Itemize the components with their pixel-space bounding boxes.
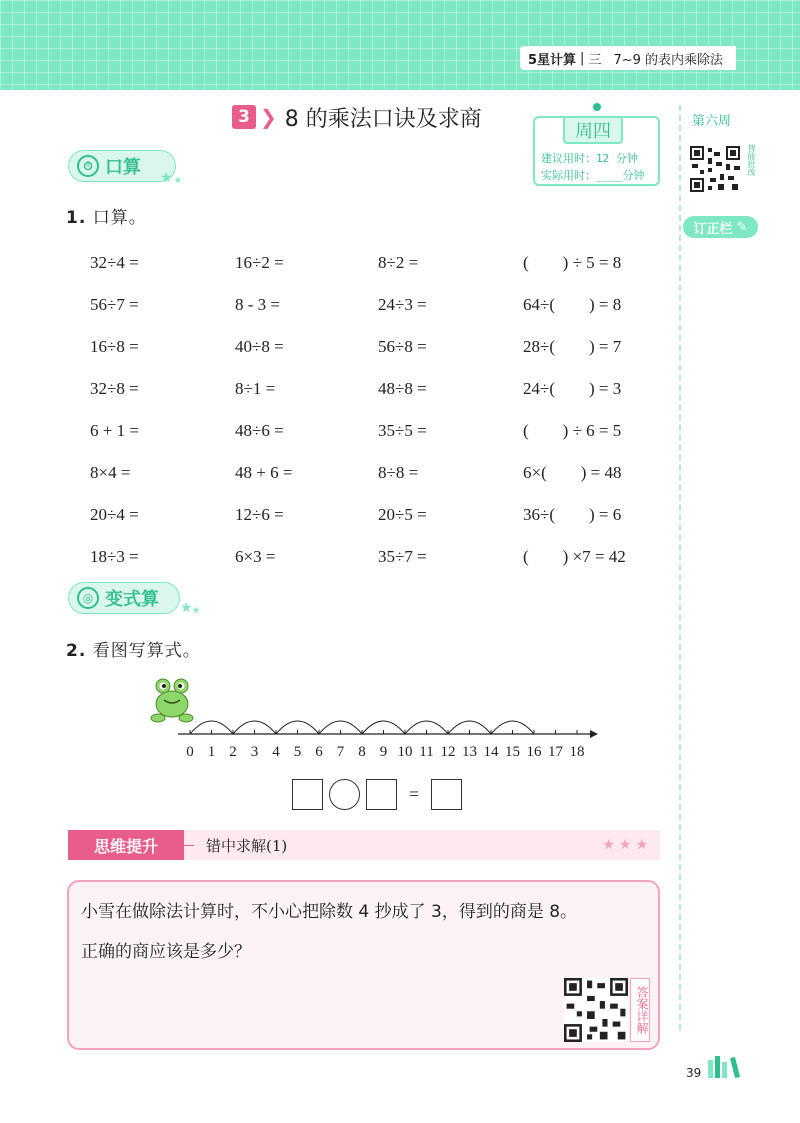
calc-item: ( ) ×7 = 42 [523, 547, 626, 566]
lesson-number: 3 [232, 105, 256, 129]
calc-item: 6 + 1 = [90, 421, 139, 440]
calc-item: 28÷( ) = 7 [523, 337, 622, 356]
week-label: 第六周 [692, 114, 732, 129]
calc-item: ( ) ÷ 5 = 8 [523, 253, 622, 272]
tick-label: 13 [462, 744, 477, 760]
header-band [0, 0, 800, 90]
calc-item: 48 + 6 = [235, 463, 293, 482]
lesson-title [232, 101, 482, 133]
number-line [150, 670, 600, 770]
calc-item: 40÷8 = [235, 337, 284, 356]
sidebar-divider [679, 105, 681, 1030]
tick-label: 5 [293, 744, 302, 760]
tick-label: 10 [397, 744, 413, 760]
thinking-subtitle: 错中求解(1) [206, 836, 288, 855]
lesson-title-text: 8 的乘法口诀及求商 [284, 106, 482, 132]
question-text: 看图写算式。 [92, 641, 201, 661]
unit-topic: 7~9 的表内乘除法 [613, 52, 724, 68]
tick-label: 7 [336, 744, 345, 760]
chevron-right-icon: ❯ [260, 105, 277, 129]
tick-label: 16 [526, 744, 542, 760]
calc-item: 16÷8 = [90, 337, 139, 356]
calc-item: 24÷( ) = 3 [523, 379, 622, 398]
star-icon: ★ [180, 600, 193, 616]
calc-item: 32÷4 = [90, 253, 139, 272]
unit-number: 三 [588, 52, 602, 68]
tick-label: 8 [358, 744, 366, 760]
tick-label: 2 [229, 744, 237, 760]
calc-item: 48÷8 = [378, 379, 427, 398]
series-name: 5星计算 [528, 52, 577, 68]
thinking-tag: 思维提升 [68, 830, 184, 860]
day-card [533, 116, 660, 186]
pencil-icon: ✎ [736, 219, 748, 235]
correction-tab[interactable] [683, 216, 758, 238]
qr-caption: 智能批改 [747, 144, 756, 176]
tick-label: 4 [272, 744, 280, 760]
question-text: 口算。 [92, 208, 147, 228]
calc-item: 24÷3 = [378, 295, 427, 314]
thinking-bar [68, 830, 660, 860]
calc-item: 16÷2 = [235, 253, 284, 272]
frog-icon [151, 679, 193, 722]
operator-circle[interactable] [329, 779, 360, 810]
calc-item: 8÷2 = [378, 253, 419, 272]
tick-label: 15 [505, 744, 520, 760]
tick-label: 3 [250, 744, 259, 760]
tick-label: 11 [419, 744, 434, 760]
question-number: 1. [66, 208, 87, 228]
difficulty-stars: ★★★ [602, 837, 652, 853]
problem-line-1: 小雪在做除法计算时，不小心把除数 4 抄成了 3，得到的商是 8。 [81, 902, 578, 922]
word-problem-box [67, 880, 660, 1050]
calc-item: 8 - 3 = [235, 295, 280, 314]
section-header-variant [68, 582, 180, 614]
calc-item: 56÷8 = [378, 337, 427, 356]
equals-sign: = [408, 784, 420, 804]
calc-item: 20÷5 = [378, 505, 427, 524]
tick-label: 18 [569, 744, 585, 760]
tick-label: 12 [440, 744, 456, 760]
answer-box[interactable] [292, 779, 323, 810]
question-number: 2. [66, 641, 87, 661]
star-icon: ★ [174, 176, 183, 186]
tick-label: 6 [315, 744, 323, 760]
header-tab [520, 46, 736, 70]
answer-box[interactable] [431, 779, 462, 810]
calc-item: 6×3 = [235, 547, 276, 566]
arrow-head-icon [590, 730, 598, 738]
suggested-time: 建议用时：12 分钟 [541, 152, 638, 165]
qr-caption: 答案详解 [630, 978, 650, 1042]
answer-box[interactable] [366, 779, 397, 810]
stopwatch-icon: ⏱ [77, 155, 99, 177]
tick-label: 9 [379, 744, 388, 760]
qr-code-icon[interactable] [564, 978, 628, 1042]
star-icon: ★ [160, 170, 173, 186]
calc-item: 48÷6 = [235, 421, 284, 440]
header-divider: | [580, 50, 585, 66]
page-number: 39 [686, 1066, 702, 1080]
connector-line [184, 845, 194, 846]
calc-item: 6×( ) = 48 [523, 463, 622, 482]
calc-item: 20÷4 = [90, 505, 139, 524]
correction-label: 订正栏 [693, 221, 733, 237]
day-name: 周四 [563, 116, 623, 144]
answer-template [292, 779, 462, 810]
actual-time: 实际用时：____分钟 [541, 169, 645, 182]
target-icon: ◎ [77, 587, 99, 609]
calc-item: 36÷( ) = 6 [523, 505, 622, 524]
calc-item: 12÷6 = [235, 505, 284, 524]
tick-label: 0 [186, 744, 194, 760]
calc-item: 18÷3 = [90, 547, 139, 566]
calc-item: 35÷5 = [378, 421, 427, 440]
question-2 [66, 636, 201, 661]
calc-item: 8÷1 = [235, 379, 276, 398]
problem-line-2: 正确的商应该是多少？ [81, 942, 251, 962]
tick-label: 1 [207, 744, 216, 760]
calc-item: 8×4 = [90, 463, 131, 482]
mental-math-grid [90, 242, 660, 578]
tick-label: 17 [548, 744, 563, 760]
qr-code-icon[interactable] [690, 146, 740, 192]
section-label: 变式算 [105, 589, 159, 610]
calc-item: 8÷8 = [378, 463, 419, 482]
calc-item: 35÷7 = [378, 547, 427, 566]
star-icon: ★ [192, 606, 201, 616]
hang-dot [593, 103, 601, 111]
section-label: 口算 [105, 157, 141, 178]
problem-text [81, 892, 651, 972]
tick-label: 14 [483, 744, 499, 760]
calc-item: 56÷7 = [90, 295, 139, 314]
calc-item: 64÷( ) = 8 [523, 295, 622, 314]
books-icon [708, 1056, 742, 1078]
question-1 [66, 203, 147, 228]
calc-item: 32÷8 = [90, 379, 139, 398]
calc-item: ( ) ÷ 6 = 5 [523, 421, 622, 440]
